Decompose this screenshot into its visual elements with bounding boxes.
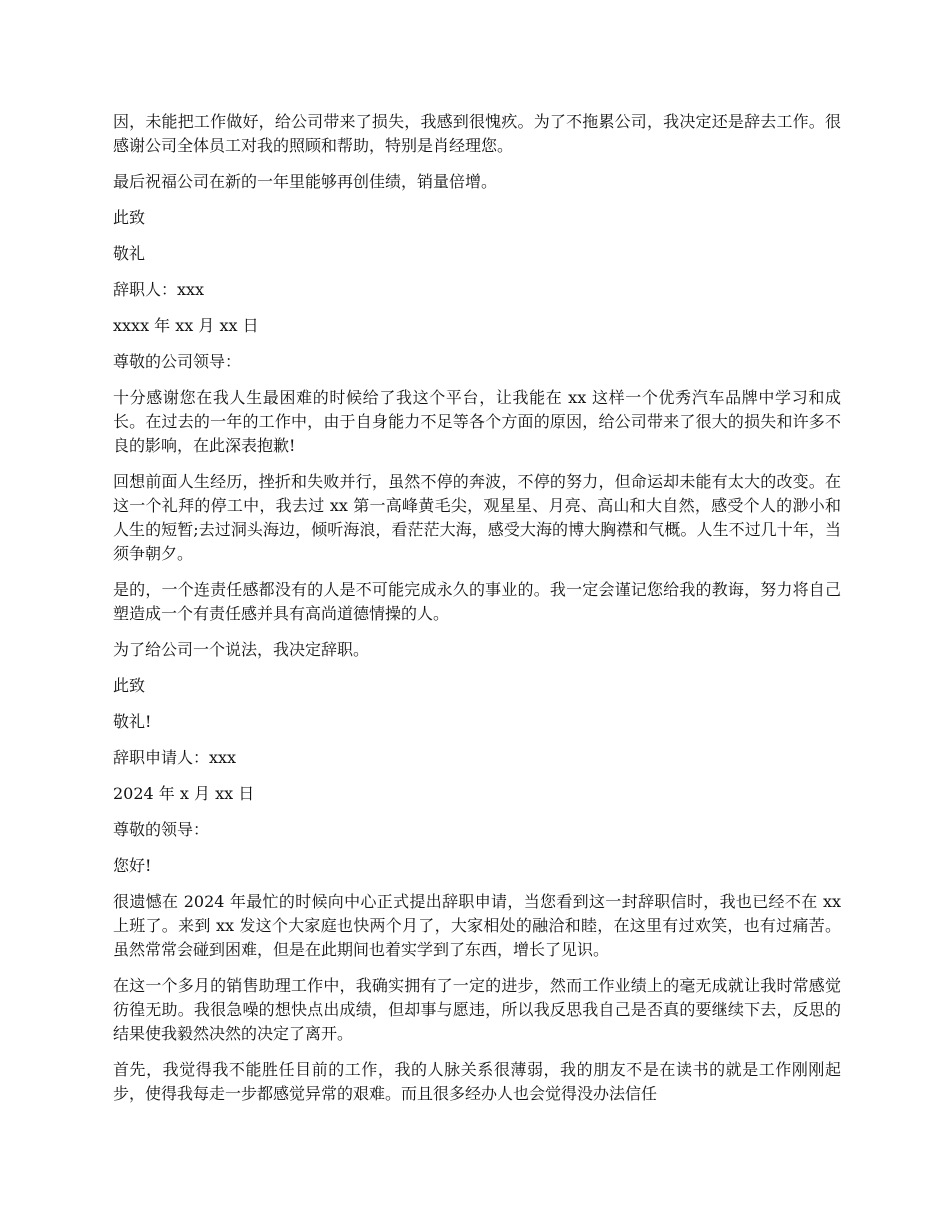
signature-resigner: 辞职人：xxx	[113, 280, 205, 299]
paragraph-sales-assistant: 在这一个多月的销售助理工作中，我确实拥有了一定的进步，然而工作业绩上的毫无成就让我时常感觉彷徨无助。我很急噪的想快点出成绩，但却事与愿违，所以我反思我自己是否真的要继续下去，反思的结果使我毅然决然的决定了离开。	[113, 976, 841, 1043]
paragraph-reflection: 回想前面人生经历，挫折和失败并行，虽然不停的奔波，不停的努力，但命运却未能有太大的改变。在这一个礼拜的停工中，我去过 xx 第一高峰黄毛尖，观星星、月亮、高山和大自然，感受个人的渺小和人生的短暂;去过洞头海边，倾听海浪，看茫茫大海，感受大海的博大胸襟和气概。人生不过几十年，当须争朝夕。	[113, 472, 841, 563]
letter-greeting: 尊敬的领导：	[113, 820, 210, 839]
signature-applicant: 辞职申请人：xxx	[113, 748, 237, 767]
closing-salutation: 此致	[113, 676, 146, 695]
signature-date: xxxx 年 xx 月 xx 日	[113, 316, 259, 335]
paragraph-first-reason: 首先，我觉得我不能胜任目前的工作，我的人脉关系很薄弱，我的朋友不是在读书的就是工作刚刚起步，使得我每走一步都感觉异常的艰难。而且很多经办人也会觉得没办法信任	[113, 1060, 841, 1103]
signature-date: 2024 年 x 月 xx 日	[113, 784, 255, 803]
document-body	[113, 110, 841, 1118]
paragraph-regret: 很遗憾在 2024 年最忙的时候向中心正式提出辞职申请，当您看到这一封辞职信时，我也已经不在 xx 上班了。来到 xx 发这个大家庭也快两个月了，大家相处的融洽和睦，在这里有过欢笑，也有过痛苦。虽然常常会碰到困难，但是在此期间也着实学到了东西，增长了见识。	[113, 892, 841, 959]
closing-regards: 敬礼!	[113, 712, 152, 731]
paragraph-apology-closing: 因，未能把工作做好，给公司带来了损失，我感到很愧疚。为了不拖累公司，我决定还是辞去工作。很感谢公司全体员工对我的照顾和帮助，特别是肖经理您。	[113, 112, 841, 155]
closing-regards: 敬礼	[113, 244, 146, 263]
closing-salutation: 此致	[113, 208, 146, 227]
paragraph-decision: 为了给公司一个说法，我决定辞职。	[113, 640, 370, 659]
paragraph-thanks: 十分感谢您在我人生最困难的时候给了我这个平台，让我能在 xx 这样一个优秀汽车品牌中学习和成长。在过去的一年的工作中，由于自身能力不足等各个方面的原因，给公司带来了很大的损失和许多不良的影响，在此深表抱歉!	[113, 388, 841, 455]
paragraph-responsibility: 是的，一个连责任感都没有的人是不可能完成永久的事业的。我一定会谨记您给我的教诲，努力将自己塑造成一个有责任感并具有高尚道德情操的人。	[113, 580, 841, 623]
paragraph-blessing: 最后祝福公司在新的一年里能够再创佳绩，销量倍增。	[113, 172, 498, 191]
letter-greeting: 尊敬的公司领导：	[113, 352, 242, 371]
letter-hello: 您好!	[113, 856, 152, 875]
